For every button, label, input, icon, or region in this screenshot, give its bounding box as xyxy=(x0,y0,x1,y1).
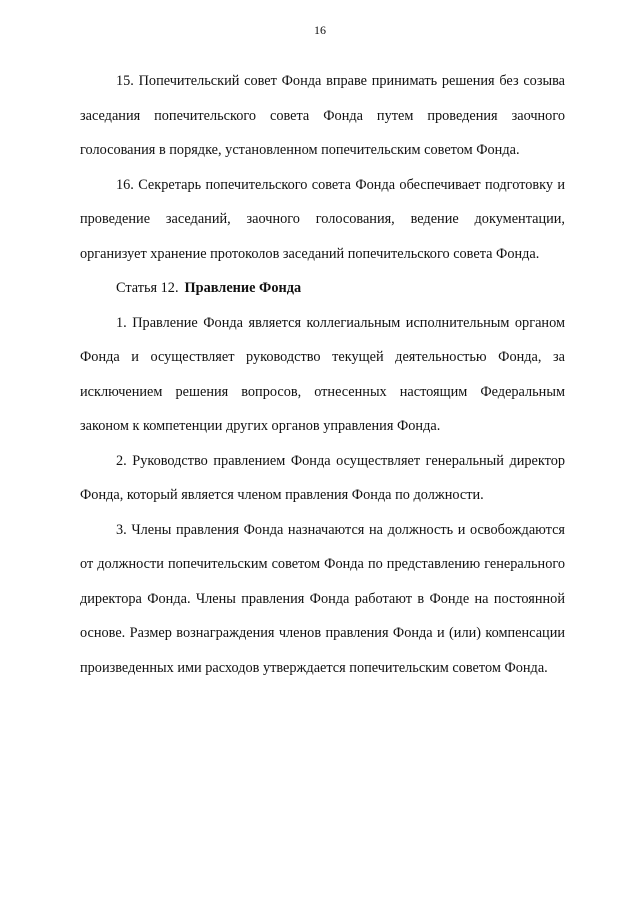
paragraph-15: 15. Попечительский совет Фонда вправе принимать решения без созыва заседания попечительского совета Фонда путем проведения заочного голосования в порядке, установленном попечительским советом Фонда. xyxy=(80,73,565,158)
page-number: 16 xyxy=(314,23,326,37)
paragraph-3: 3. Члены правления Фонда назначаются на должность и освобождаются от должности попечительским советом Фонда по представлению генерального директора Фонда. Члены правления Фонда работают в Фонде на постоянной основе. Размер вознаграждения членов правления Фонда и (или) компенсации произведенных ими расходов утверждается попечительским советом Фонда. xyxy=(80,521,565,676)
article-heading xyxy=(80,271,565,306)
article-title: Правление Фонда xyxy=(184,280,302,296)
article-label: Статья 12. xyxy=(116,280,179,296)
document-body xyxy=(80,64,565,685)
paragraph-1: 1. Правление Фонда является коллегиальным исполнительным органом Фонда и осуществляет руководство текущей деятельностью Фонда, за исключением решения вопросов, отнесенных настоящим Федеральным законом к компетенции других органов управления Фонда. xyxy=(80,314,565,434)
paragraph-2: 2. Руководство правлением Фонда осуществляет генеральный директор Фонда, который является членом правления Фонда по должности. xyxy=(80,452,565,503)
paragraph-16: 16. Секретарь попечительского совета Фонда обеспечивает подготовку и проведение заседаний, заочного голосования, ведение документации, организует хранение протоколов заседаний попечительского совета Фонда. xyxy=(80,176,565,262)
